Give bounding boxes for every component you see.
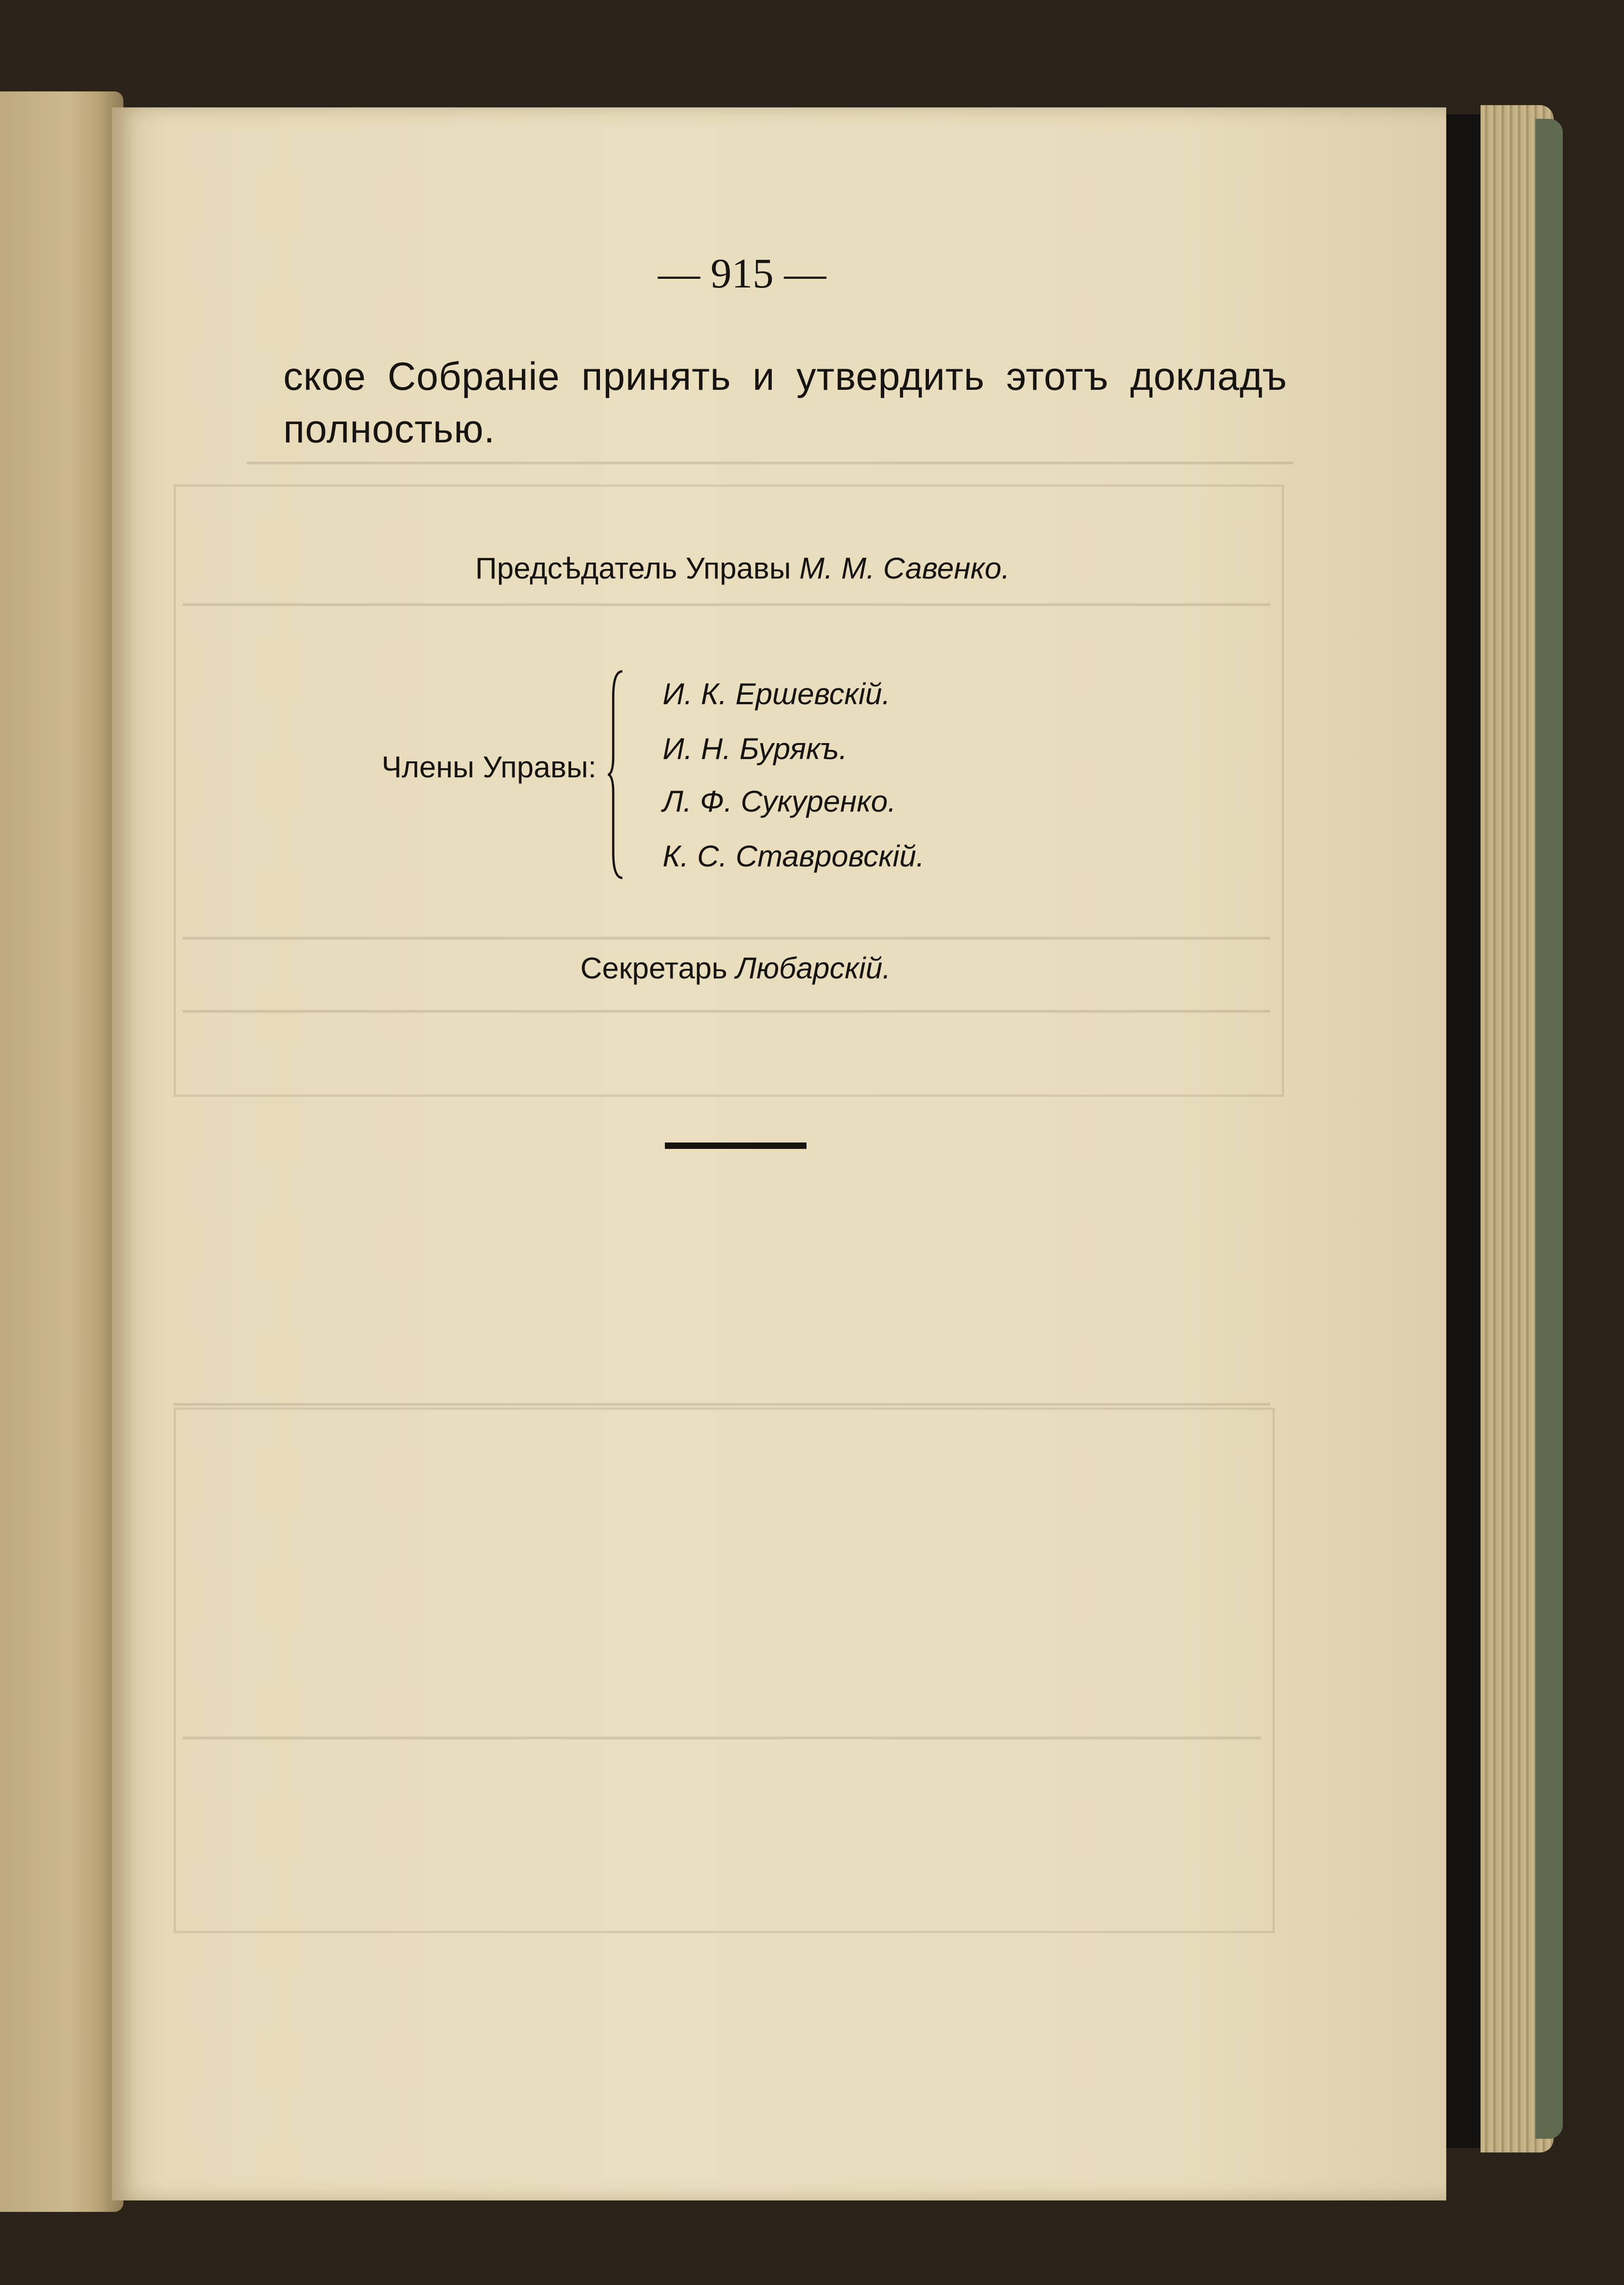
bleed-rule: [183, 1010, 1270, 1013]
member-name: К. С. Ставровскій.: [663, 839, 925, 873]
end-rule: [665, 1142, 807, 1149]
bleed-rule: [174, 1403, 1270, 1406]
secretary-name: Любарскій.: [736, 951, 891, 985]
left-page-edge: [0, 91, 123, 2212]
bleed-rule: [183, 937, 1270, 940]
secretary-signature: [580, 951, 891, 985]
chairman-signature: [475, 551, 1010, 585]
page-gutter-shadow: [1446, 114, 1481, 2148]
member-name: Л. Ф. Сукуренко.: [663, 784, 897, 818]
book-cover: [1535, 119, 1563, 2139]
chairman-title: Предсѣдатель Управы: [475, 551, 791, 585]
secretary-title: Секретарь: [580, 951, 727, 985]
bleed-rule: [247, 462, 1293, 464]
bleed-rule: [183, 603, 1270, 606]
body-text-line-2: полностью.: [283, 407, 495, 451]
bleed-rule: [183, 1737, 1261, 1739]
member-name: И. К. Ершевскій.: [663, 677, 891, 711]
body-text-line-1: ское Собраніе принять и утвердить этотъ докладъ: [283, 355, 1287, 399]
curly-brace: [608, 670, 626, 880]
members-label: Члены Управы:: [382, 750, 597, 784]
page-number: — 915 —: [658, 250, 826, 297]
chairman-name: М. М. Савенко.: [799, 551, 1010, 585]
member-name: И. Н. Бурякъ.: [663, 732, 848, 765]
